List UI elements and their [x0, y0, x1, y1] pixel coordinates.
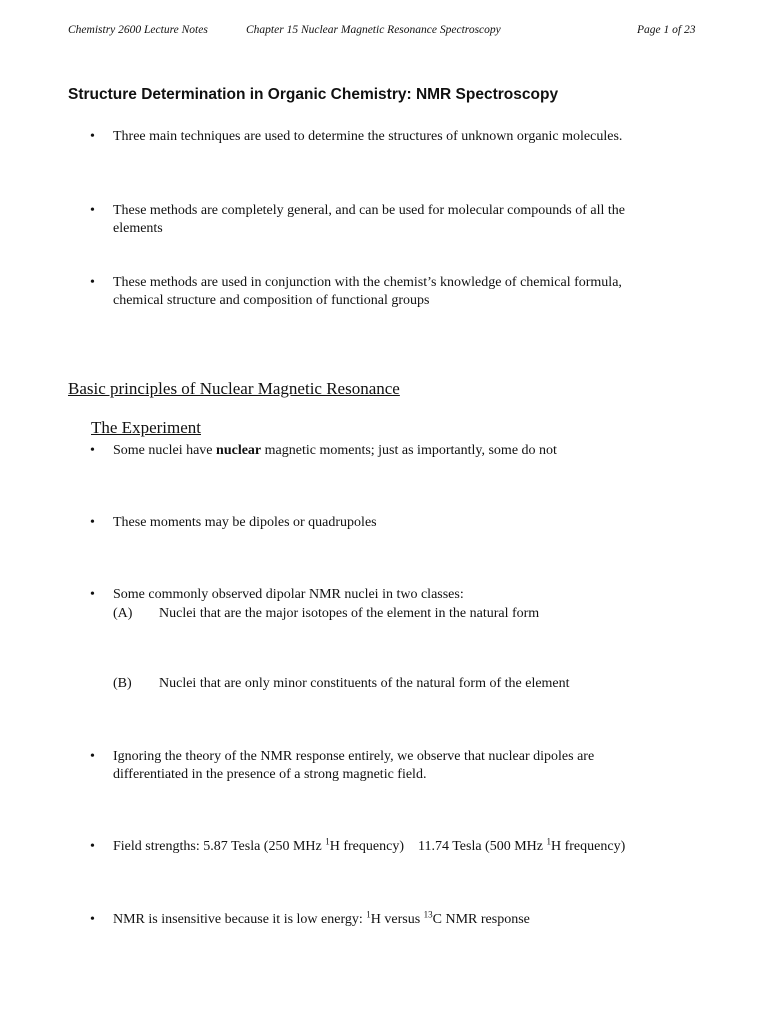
- bullet-icon: •: [90, 749, 95, 764]
- class-a-label: (A): [113, 606, 133, 621]
- bullet-icon: •: [90, 912, 95, 927]
- bullet-icon: •: [90, 839, 95, 854]
- class-b-text: Nuclei that are only minor constituents of the natural form of the element: [159, 676, 570, 691]
- bullet-text: Field strengths: 5.87 Tesla (250 MHz $^1$H frequency) 11.74 Tesla (500 MHz $^1$H frequency): [113, 836, 626, 854]
- bullet-text-line2: differentiated in the presence of a strong magnetic field.: [113, 767, 427, 782]
- bullet-icon: •: [90, 129, 95, 144]
- bullet-text-line2: chemical structure and composition of functional groups: [113, 293, 430, 308]
- header-course: Chemistry 2600 Lecture Notes: [68, 24, 208, 36]
- bold-term: nuclear: [216, 443, 262, 458]
- bullet-text: These methods are completely general, and can be used for molecular compounds of all the: [113, 203, 625, 218]
- bullet-icon: •: [90, 275, 95, 290]
- page-title: Structure Determination in Organic Chemistry: NMR Spectroscopy: [68, 86, 559, 103]
- bullet-text: Ignoring the theory of the NMR response entirely, we observe that nuclear dipoles are: [113, 749, 595, 764]
- header-chapter: Chapter 15 Nuclear Magnetic Resonance Spectroscopy: [246, 24, 501, 36]
- bullet-icon: •: [90, 203, 95, 218]
- class-a-text: Nuclei that are the major isotopes of the element in the natural form: [159, 606, 540, 621]
- subsection-heading: The Experiment: [91, 418, 201, 437]
- bullet-text: These methods are used in conjunction with the chemist’s knowledge of chemical formula,: [113, 275, 622, 290]
- bullet-text: These moments may be dipoles or quadrupoles: [113, 515, 377, 530]
- header-page-number: Page 1 of 23: [637, 24, 696, 36]
- bullet-text: Some commonly observed dipolar NMR nuclei in two classes:: [113, 587, 464, 602]
- bullet-text-line2: elements: [113, 221, 163, 236]
- section-heading: Basic principles of Nuclear Magnetic Resonance: [68, 379, 400, 398]
- bullet-icon: •: [90, 587, 95, 602]
- bullet-text: NMR is insensitive because it is low energy: $^1$H versus $^{13}$C NMR response: [113, 909, 530, 927]
- bullet-text: Three main techniques are used to determine the structures of unknown organic molecules.: [113, 129, 623, 144]
- class-b-label: (B): [113, 676, 132, 691]
- bullet-icon: •: [90, 443, 95, 458]
- bullet-icon: •: [90, 515, 95, 530]
- bullet-text: Some nuclei have nuclear magnetic moments; just as importantly, some do not: [113, 443, 557, 458]
